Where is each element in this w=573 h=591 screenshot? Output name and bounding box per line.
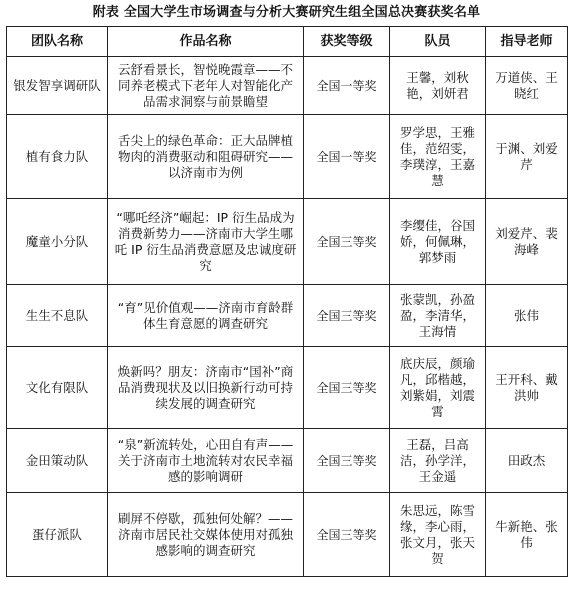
advisor-cell: 刘爱芹、裴海峰 [486, 199, 568, 285]
team-cell: 生生不息队 [7, 285, 108, 347]
members-cell: 王磊，吕高洁，孙学洋，王金遥 [390, 429, 486, 493]
award-cell: 全国一等奖 [304, 115, 390, 199]
members-cell: 底庆辰，颜瑜凡，邱楷越，刘紫娟，刘震霄 [390, 347, 486, 429]
table-row [7, 285, 568, 347]
advisor-cell: 牛新艳、张伟 [486, 493, 568, 577]
work-cell: “泉”新流转处，心田自有声——关于济南市土地流转对农民幸福感的影响调研 [108, 429, 304, 493]
header-award: 获奖等级 [304, 27, 390, 57]
team-cell: 植有食力队 [7, 115, 108, 199]
table-header-row [7, 27, 568, 57]
members-cell: 张蒙凯，孙盈盈，李清华，王海情 [390, 285, 486, 347]
award-cell: 全国三等奖 [304, 493, 390, 577]
work-cell: 刷屏不停歇，孤独何处解？——济南市居民社交媒体使用对孤独感影响的调查研究 [108, 493, 304, 577]
team-cell: 银发智享调研队 [7, 57, 108, 115]
table-row [7, 429, 568, 493]
members-cell: 王馨，刘秋艳，刘妍君 [390, 57, 486, 115]
header-members: 队员 [390, 27, 486, 57]
award-cell: 全国一等奖 [304, 57, 390, 115]
table-row [7, 347, 568, 429]
award-cell: 全国三等奖 [304, 199, 390, 285]
advisor-cell: 于渊、刘爱芹 [486, 115, 568, 199]
document-title: 附表 全国大学生市场调查与分析大赛研究生组全国总决赛获奖名单 [92, 5, 481, 20]
work-cell: 舌尖上的绿色革命：正大品牌植物肉的消费驱动和阻碍研究——以济南市为例 [108, 115, 304, 199]
award-table [6, 26, 568, 577]
members-cell: 李缨佳，谷国娇，何佩琳，郭梦雨 [390, 199, 486, 285]
table-row [7, 199, 568, 285]
advisor-cell: 万道侠、王晓红 [486, 57, 568, 115]
advisor-cell: 王开科、戴洪帅 [486, 347, 568, 429]
table-row [7, 493, 568, 577]
members-cell: 罗学思，王雅佳，范绍雯，李璞淳，王嘉慧 [390, 115, 486, 199]
advisor-cell: 田政杰 [486, 429, 568, 493]
team-cell: 魔童小分队 [7, 199, 108, 285]
award-cell: 全国三等奖 [304, 347, 390, 429]
header-work: 作品名称 [108, 27, 304, 57]
work-cell: 云舒看景长，智悦晚霞章——不同养老模式下老年人对智能化产品需求洞察与前景瞻望 [108, 57, 304, 115]
work-cell: 焕新吗？朋友：济南市“国补”商品消费现状及以旧换新行动可持续发展的调查研究 [108, 347, 304, 429]
award-cell: 全国三等奖 [304, 429, 390, 493]
table-row [7, 115, 568, 199]
table-row [7, 57, 568, 115]
header-team: 团队名称 [7, 27, 108, 57]
work-cell: “育”见价值观——济南市育龄群体生育意愿的调查研究 [108, 285, 304, 347]
team-cell: 蛋仔派队 [7, 493, 108, 577]
team-cell: 金田策动队 [7, 429, 108, 493]
award-cell: 全国三等奖 [304, 285, 390, 347]
work-cell: “哪吒经济”崛起：IP 衍生品成为消费新势力——济南市大学生哪吒 IP 衍生品消费意愿及忠诚度研究 [108, 199, 304, 285]
team-cell: 文化有限队 [7, 347, 108, 429]
members-cell: 朱思远，陈雪缘，李心雨，张文月，张天贺 [390, 493, 486, 577]
header-advisor: 指导老师 [486, 27, 568, 57]
advisor-cell: 张伟 [486, 285, 568, 347]
